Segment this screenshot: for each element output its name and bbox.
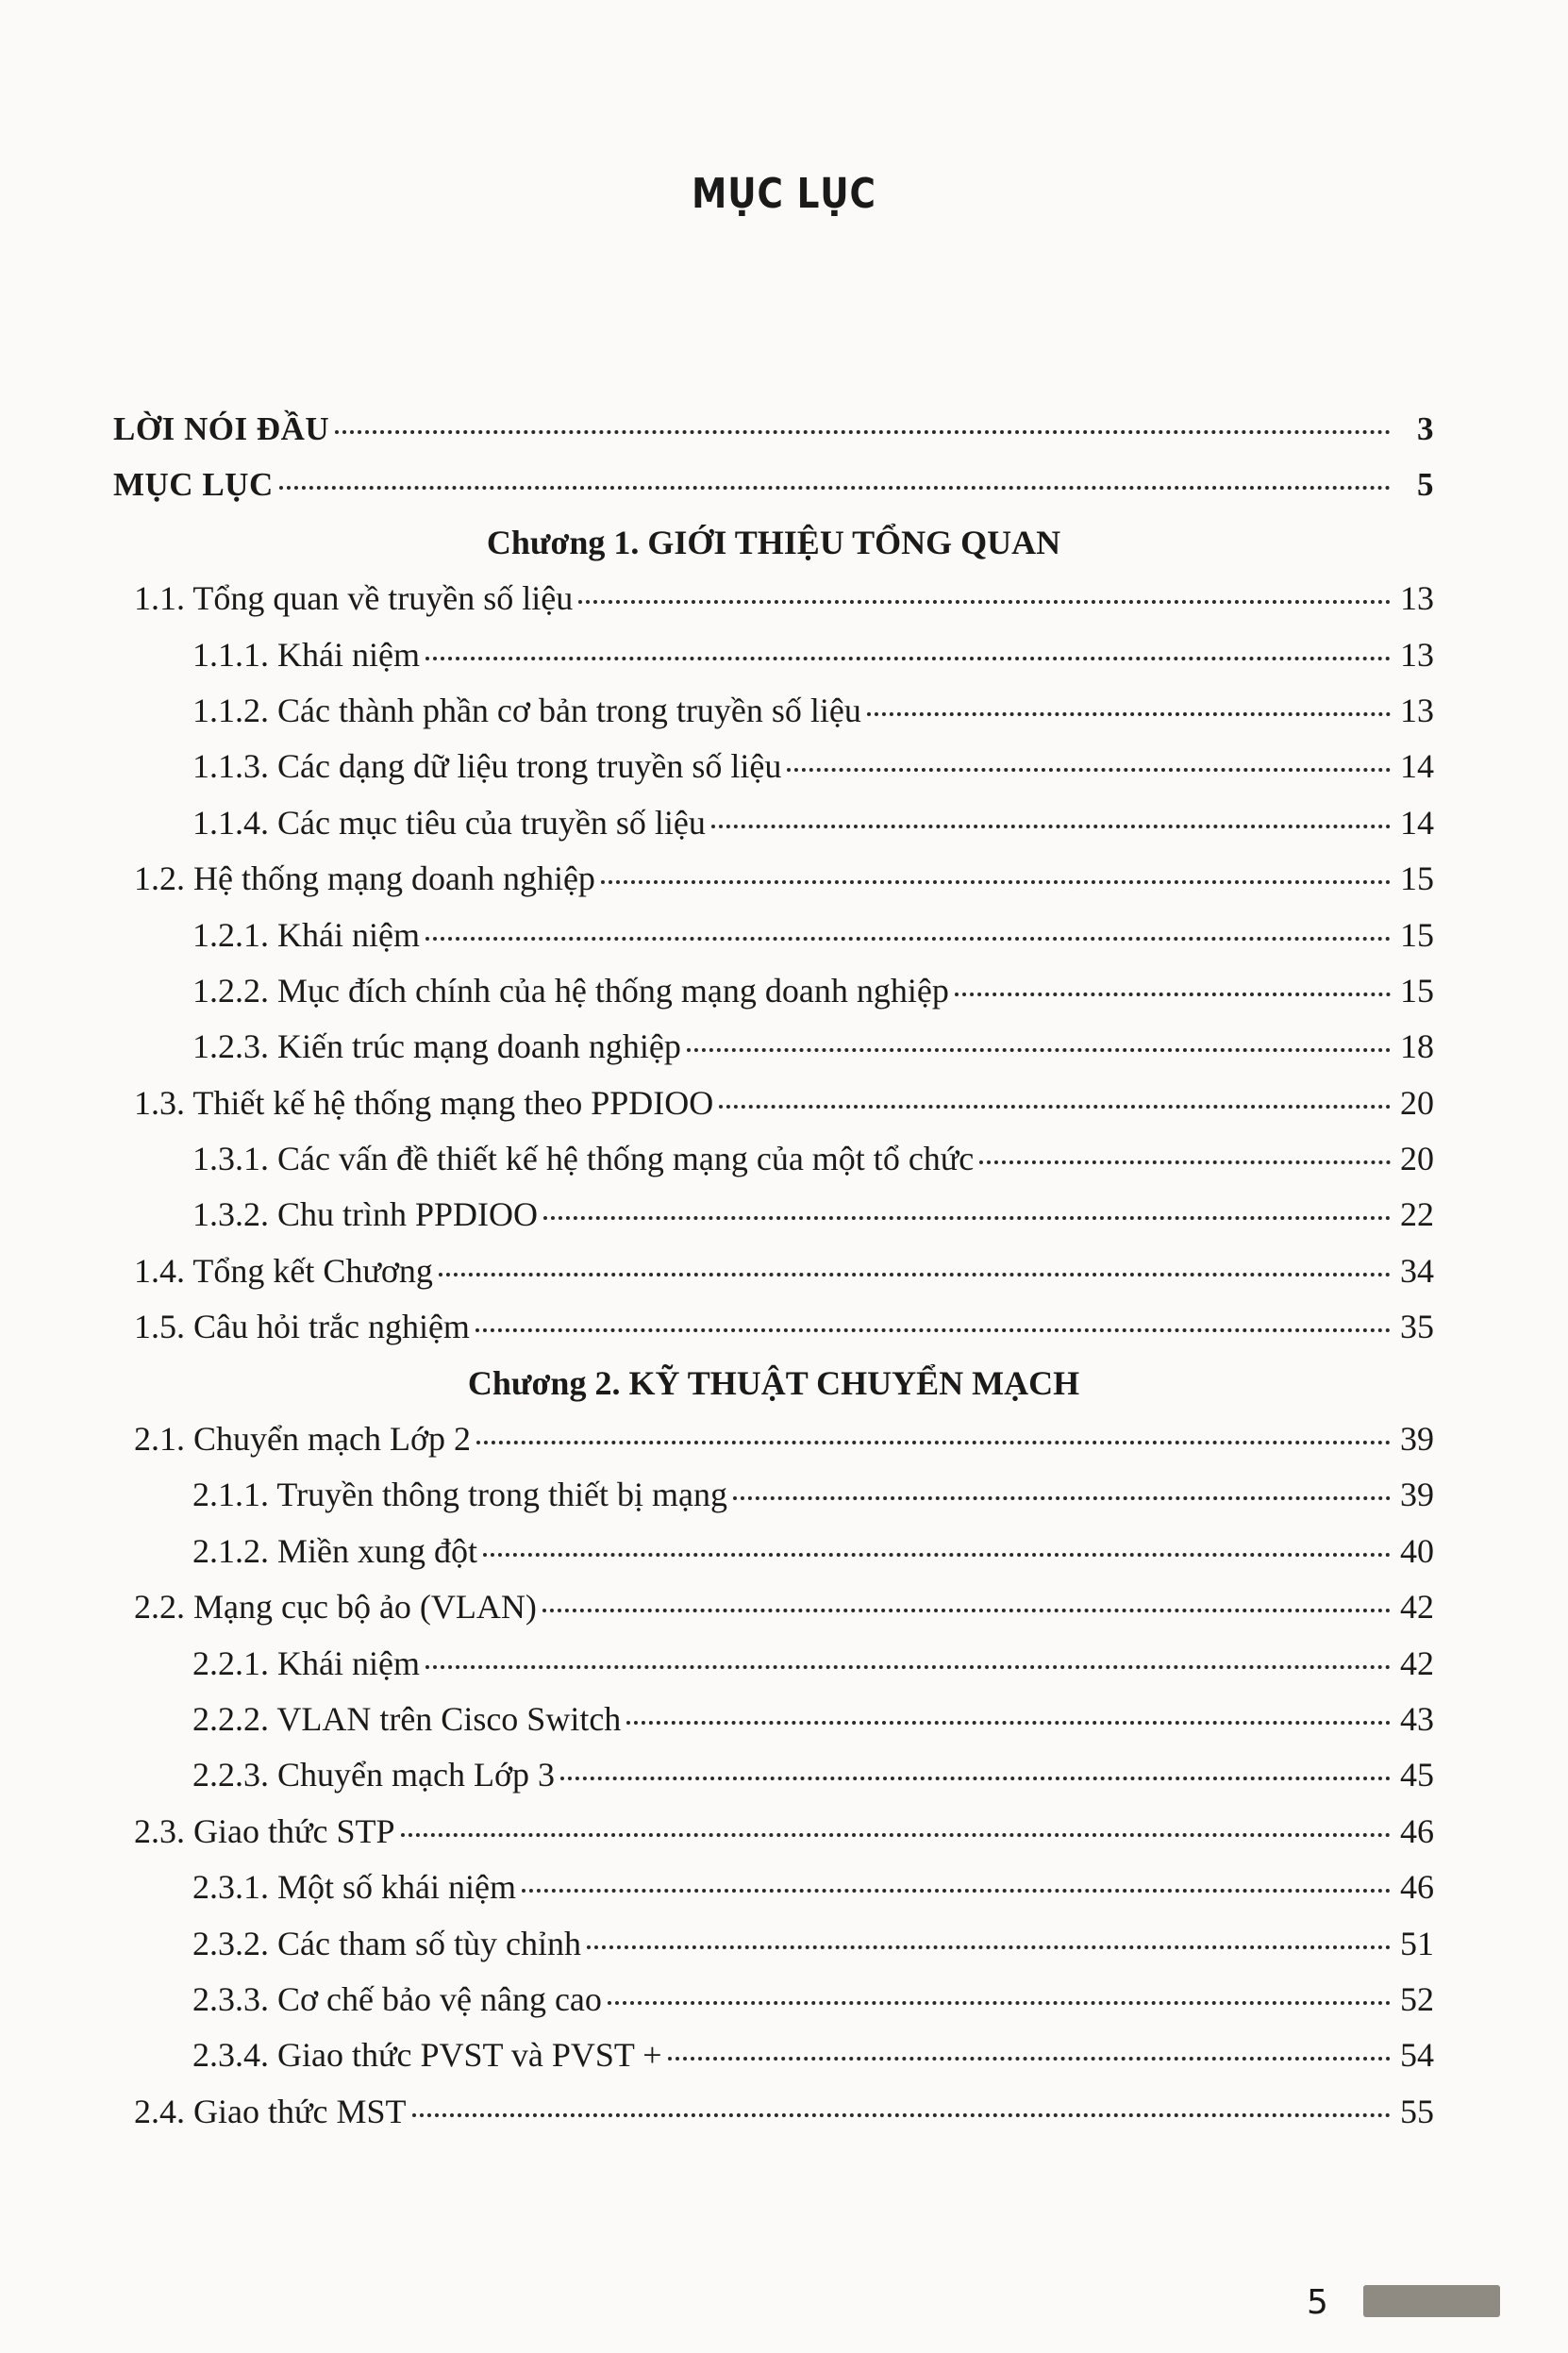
toc-entry[interactable] (113, 1531, 1434, 1587)
dot-leader (711, 825, 1391, 828)
toc-entry-page: 13 (1400, 579, 1434, 618)
toc-entry-title: 1.1.2. Các thành phần cơ bản trong truyền số liệu (192, 691, 861, 729)
toc-entry-page: 46 (1400, 1811, 1434, 1850)
toc-entry-page: 52 (1400, 1979, 1434, 2018)
toc-entry-page: 14 (1400, 803, 1434, 842)
toc-entry-title: 2.3. Giao thức STP (134, 1811, 395, 1850)
dot-leader (560, 1777, 1391, 1780)
toc-entry-title: 2.1. Chuyển mạch Lớp 2 (134, 1420, 471, 1459)
toc-entry-title: 1.4. Tổng kết Chương (134, 1251, 433, 1290)
toc-entry-page: 34 (1400, 1251, 1434, 1290)
toc-entry[interactable] (113, 1587, 1434, 1643)
toc-entry-page: 13 (1400, 691, 1434, 729)
toc-entry-page: 15 (1400, 971, 1434, 1010)
toc-entry-page: 22 (1400, 1195, 1434, 1234)
toc-entry[interactable] (113, 1644, 1434, 1699)
page-title: MỤC LỤC (692, 170, 876, 218)
toc-entry-title: 1.2. Hệ thống mạng doanh nghiệp (134, 859, 595, 898)
toc-entry-title: 2.1.1. Truyền thông trong thiết bị mạng (192, 1476, 727, 1514)
toc-entry-title: 1.3. Thiết kế hệ thống mạng theo PPDIOO (134, 1083, 714, 1122)
toc-entry-page: 15 (1400, 915, 1434, 954)
dot-leader (425, 937, 1391, 941)
dot-leader (601, 880, 1391, 884)
toc-entry-title: LỜI NÓI ĐẦU (113, 410, 330, 447)
toc-entry[interactable] (113, 635, 1434, 691)
toc-entry[interactable] (113, 1139, 1434, 1194)
toc-entry[interactable] (113, 578, 1434, 634)
toc-entry-page: 39 (1400, 1420, 1434, 1459)
toc-entry-page: 42 (1400, 1644, 1434, 1682)
toc-entry-title: 2.3.2. Các tham số tùy chỉnh (192, 1924, 581, 1962)
toc-entry[interactable] (113, 410, 1434, 466)
toc-entry[interactable] (113, 1755, 1434, 1811)
dot-leader (867, 712, 1391, 716)
toc-entry-page: 55 (1400, 2092, 1434, 2130)
dot-leader (542, 1609, 1391, 1612)
dot-leader (578, 600, 1391, 604)
toc-entry-title: 1.1. Tổng quan về truyền số liệu (134, 579, 574, 618)
toc-entry[interactable] (113, 1924, 1434, 1979)
toc-entry-page: 5 (1417, 466, 1434, 504)
dot-leader (668, 2057, 1391, 2061)
toc-entry-title: 1.1.1. Khái niệm (192, 635, 420, 674)
toc-entry[interactable] (113, 859, 1434, 914)
toc-entry-page: 43 (1400, 1699, 1434, 1738)
toc-entry-page: 3 (1417, 410, 1434, 447)
toc-entry-title: 2.2.2. VLAN trên Cisco Switch (192, 1699, 622, 1738)
dot-leader (719, 1105, 1391, 1109)
toc-entry[interactable] (113, 1307, 1434, 1362)
chapter-heading: Chương 2. KỸ THUẬT CHUYỂN MẠCH (467, 1363, 1080, 1402)
dot-leader (476, 1441, 1391, 1444)
toc-entry[interactable] (113, 1419, 1434, 1475)
toc-entry[interactable] (113, 466, 1434, 522)
toc-entry-title: 2.2.3. Chuyển mạch Lớp 3 (192, 1756, 555, 1794)
chapter-heading: Chương 1. GIỚI THIỆU TỔNG QUAN (486, 523, 1061, 561)
dot-leader (626, 1721, 1391, 1725)
dot-leader (587, 1945, 1391, 1949)
toc-entry-title: 1.3.2. Chu trình PPDIOO (192, 1195, 539, 1234)
page-number: 5 (1307, 2283, 1328, 2322)
dot-leader (425, 657, 1391, 660)
dot-leader (608, 2001, 1391, 2005)
dot-leader (425, 1665, 1391, 1669)
toc-entry-page: 20 (1400, 1083, 1434, 1122)
toc-entry-title: 2.3.4. Giao thức PVST và PVST + (192, 2036, 662, 2075)
dot-leader (787, 768, 1391, 772)
toc-entry[interactable] (113, 1251, 1434, 1307)
toc-entry-page: 15 (1400, 859, 1434, 898)
toc-entry-title: 1.2.2. Mục đích chính của hệ thống mạng doanh nghiệp (192, 971, 949, 1010)
dot-leader (979, 1160, 1391, 1164)
toc-entry-page: 51 (1400, 1924, 1434, 1962)
dot-leader (522, 1889, 1391, 1893)
dot-leader (687, 1048, 1391, 1052)
dot-leader (439, 1273, 1391, 1277)
toc-entry-title: 1.5. Câu hỏi trắc nghiệm (134, 1308, 470, 1346)
toc-entry-page: 14 (1400, 747, 1434, 786)
toc-entry-title: 2.3.3. Cơ chế bảo vệ nâng cao (192, 1979, 602, 2018)
toc-entry[interactable] (113, 1979, 1434, 2035)
toc-entry-title: 2.2.1. Khái niệm (192, 1644, 420, 1682)
toc-entry[interactable] (113, 803, 1434, 859)
toc-entry-title: 1.3.1. Các vấn đề thiết kế hệ thống mạng của một tổ chức (192, 1140, 975, 1178)
footer-decorative-bar (1363, 2285, 1500, 2317)
toc-entry-page: 39 (1400, 1476, 1434, 1514)
toc-entry[interactable] (113, 915, 1434, 971)
dot-leader (955, 993, 1391, 996)
toc-entry-title: 2.1.2. Miền xung đột (192, 1531, 477, 1570)
toc-entry-page: 42 (1400, 1588, 1434, 1627)
dot-leader (733, 1496, 1391, 1500)
toc-entry[interactable] (113, 2035, 1434, 2091)
toc-entry[interactable] (113, 971, 1434, 1026)
dot-leader (412, 2113, 1392, 2117)
toc-entry-title: 1.1.4. Các mục tiêu của truyền số liệu (192, 803, 706, 842)
toc-entry[interactable] (113, 1811, 1434, 1867)
table-of-contents (113, 410, 1434, 2147)
toc-entry-title: 2.2. Mạng cục bộ ảo (VLAN) (134, 1588, 537, 1627)
toc-entry-title: 2.3.1. Một số khái niệm (192, 1868, 516, 1907)
toc-entry-page: 35 (1400, 1308, 1434, 1346)
dot-leader (279, 486, 1391, 490)
toc-entry[interactable] (113, 1699, 1434, 1755)
toc-entry[interactable] (113, 746, 1434, 802)
toc-entry[interactable] (113, 1475, 1434, 1530)
toc-entry-title: 2.4. Giao thức MST (134, 2092, 407, 2130)
toc-entry-title: 1.2.1. Khái niệm (192, 915, 420, 954)
toc-entry-page: 54 (1400, 2036, 1434, 2075)
toc-entry[interactable] (113, 1083, 1434, 1139)
toc-entry[interactable] (113, 691, 1434, 746)
toc-entry[interactable] (113, 2092, 1434, 2147)
dot-leader (335, 430, 1391, 434)
toc-entry-page: 13 (1400, 635, 1434, 674)
toc-entry[interactable] (113, 1026, 1434, 1082)
dot-leader (401, 1833, 1391, 1837)
toc-entry[interactable] (113, 1194, 1434, 1250)
toc-entry-page: 45 (1400, 1756, 1434, 1794)
toc-entry-title: 1.1.3. Các dạng dữ liệu trong truyền số liệu (192, 747, 782, 786)
dot-leader (543, 1216, 1391, 1220)
toc-entry-page: 20 (1400, 1140, 1434, 1178)
toc-entry-page: 18 (1400, 1027, 1434, 1066)
toc-entry-page: 40 (1400, 1531, 1434, 1570)
dot-leader (483, 1553, 1391, 1557)
toc-entry[interactable] (113, 1867, 1434, 1923)
toc-entry-title: 1.2.3. Kiến trúc mạng doanh nghiệp (192, 1027, 681, 1066)
toc-entry-page: 46 (1400, 1868, 1434, 1907)
dot-leader (475, 1328, 1391, 1332)
toc-entry-title: MỤC LỤC (113, 466, 274, 504)
